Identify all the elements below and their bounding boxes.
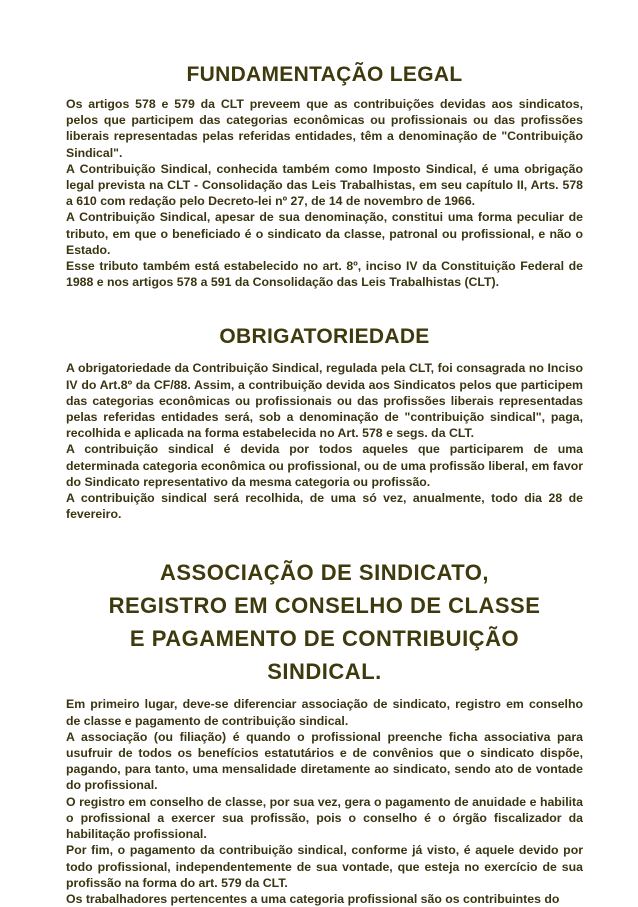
paragraph: A contribuição sindical será recolhida, de uma só vez, anualmente, todo dia 28 de fevereiro.	[66, 491, 583, 522]
paragraph: Por fim, o pagamento da contribuição sindical, conforme já visto, é aquele devido por todo profissional, independentemente de sua vontade, que esteja no exercício de sua profissão na forma do art. 579 da CLT.	[66, 843, 583, 890]
section-body-associacao	[66, 696, 583, 907]
paragraph: A Contribuição Sindical, apesar de sua denominação, constitui uma forma peculiar de tributo, em que o beneficiado é o sindicato da classe, patronal ou profissional, e não o Estado.	[66, 210, 583, 257]
section-title-fundamentacao: FUNDAMENTAÇÃO LEGAL	[186, 63, 463, 86]
title-line: E PAGAMENTO DE CONTRIBUIÇÃO	[129, 626, 520, 652]
paragraph: Em primeiro lugar, deve-se diferenciar associação de sindicato, registro em conselho de classe e pagamento de contribuição sindical.	[66, 697, 583, 728]
paragraph: A obrigatoriedade da Contribuição Sindical, regulada pela CLT, foi consagrada no Inciso IV do Art.8º da CF/88. Assim, a contribuição devida aos Sindicatos pelos que participem das categorias econômicas ou profissionais ou das profissões liberais representadas pelas referidas entidades será, sob a denominação de "contribuição sindical", paga, recolhida e aplicada na forma estabelecida no Art. 578 e segs. da CLT.	[66, 361, 583, 441]
paragraph: Esse tributo também está estabelecido no art. 8º, inciso IV da Constituição Federal de 1988 e nos artigos 578 a 591 da Consolidação das Leis Trabalhistas (CLT).	[66, 259, 583, 290]
title-line: REGISTRO EM CONSELHO DE CLASSE	[108, 593, 541, 619]
section-title-associacao	[66, 556, 583, 688]
section-body-fundamentacao	[66, 96, 583, 290]
paragraph: A Contribuição Sindical, conhecida também como Imposto Sindical, é uma obrigação legal prevista na CLT - Consolidação das Leis Trabalhistas, em seu capítulo II, Arts. 578 a 610 com redação pelo Decreto-lei nº 27, de 14 de novembro de 1966.	[66, 161, 583, 209]
title-line: ASSOCIAÇÃO DE SINDICATO,	[160, 560, 489, 586]
section-title-obrigatoriedade: OBRIGATORIEDADE	[219, 325, 430, 349]
paragraph: O registro em conselho de classe, por sua vez, gera o pagamento de anuidade e habilita o profissional a exercer sua profissão, pois o conselho é o órgão fiscalizador da habilitação profissional.	[66, 794, 583, 842]
paragraph: A contribuição sindical é devida por todos aqueles que participarem de uma determinada categoria econômica ou profissional, ou de uma profissão liberal, em favor do Sindicato representativo da mesma categoria ou profissão.	[66, 442, 583, 489]
paragraph: Os trabalhadores pertencentes a uma categoria profissional são os contribuintes do	[66, 891, 560, 906]
section-body-obrigatoriedade	[66, 360, 583, 522]
paragraph: A associação (ou filiação) é quando o profissional preenche ficha associativa para usufruir de todos os benefícios estatutários e de convênios que o sindicato dispõe, pagando, para tanto, uma mensalidade diretamente ao sindicato, sendo ato de vontade do profissional.	[66, 729, 583, 793]
title-line: SINDICAL.	[267, 659, 382, 685]
paragraph: Os artigos 578 e 579 da CLT preveem que as contribuições devidas aos sindicatos, pelos que participem das categorias econômicas ou profissionais ou das profissões liberais representadas pelas referidas entidades, têm a denominação de "Contribuição Sindical".	[66, 97, 583, 160]
